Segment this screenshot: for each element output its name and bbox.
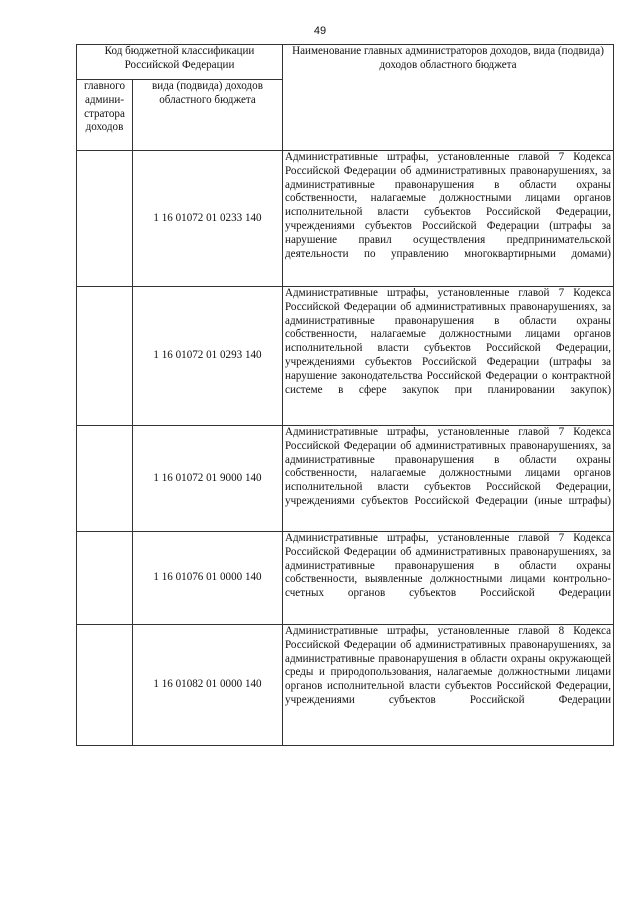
header-kbk: Код бюджетной классификации Российской Федерации <box>77 45 283 80</box>
income-name-cell: Административные штрафы, установленные главой 7 Кодекса Российской Федерации об административных правонарушениях, за административные правонарушения в области охраны собственности, налагаемые должностными лицами органов исполнительной власти субъектов Российской Федерации, учреждениями субъектов Российской Федерации (штрафы за нарушение правил осуществления предпринимательской деятельности по управлению многоквартирными домами) <box>283 151 614 287</box>
budget-classification-table <box>76 44 614 746</box>
income-name-cell: Административные штрафы, установленные главой 8 Кодекса Российской Федерации об административных правонарушениях, за административные правонарушения в области охраны окружающей среды и природопользования, налагаемые должностными лицами органов исполнительной власти субъектов Российской Федерации, учреждениями субъектов Российской Федерации <box>283 625 614 746</box>
page-number: 49 <box>313 25 327 37</box>
income-name-cell: Административные штрафы, установленные главой 7 Кодекса Российской Федерации об административных правонарушениях, за административные правонарушения в области охраны собственности, налагаемые должностными лицами органов исполнительной власти субъектов Российской Федерации, учреждениями субъектов Российской Федерации (штрафы за нарушение законодательства Российской Федерации о контрактной системе в сфере закупок при планировании закупок) <box>283 287 614 426</box>
admin-code-cell <box>77 287 133 426</box>
income-name-cell: Административные штрафы, установленные главой 7 Кодекса Российской Федерации об административных правонарушениях, за административные правонарушения в области охраны собственности, налагаемые должностными лицами органов исполнительной власти субъектов Российской Федерации, учреждениями субъектов Российской Федерации (иные штрафы) <box>283 426 614 532</box>
admin-code-cell <box>77 426 133 532</box>
admin-code-cell <box>77 151 133 287</box>
table-row <box>77 151 614 287</box>
table-row <box>77 426 614 532</box>
header-admin: главного админи-стратора доходов <box>77 80 133 151</box>
income-code-cell: 1 16 01072 01 0233 140 <box>133 151 283 287</box>
table-row <box>77 532 614 625</box>
admin-code-cell <box>77 625 133 746</box>
income-code-cell: 1 16 01076 01 0000 140 <box>133 532 283 625</box>
table-header-row <box>77 45 614 80</box>
admin-code-cell <box>77 532 133 625</box>
income-name-cell: Административные штрафы, установленные главой 7 Кодекса Российской Федерации об административных правонарушениях, за административные правонарушения в области охраны собственности, выявленные должностными лицами контрольно-счетных органов субъектов Российской Федерации <box>283 532 614 625</box>
table-row <box>77 625 614 746</box>
income-code-cell: 1 16 01072 01 9000 140 <box>133 426 283 532</box>
header-income-type: вида (подвида) доходов областного бюджета <box>133 80 283 151</box>
income-code-cell: 1 16 01082 01 0000 140 <box>133 625 283 746</box>
income-code-cell: 1 16 01072 01 0293 140 <box>133 287 283 426</box>
table-row <box>77 287 614 426</box>
header-name: Наименование главных администраторов доходов, вида (подвида) доходов областного бюджета <box>283 45 614 151</box>
